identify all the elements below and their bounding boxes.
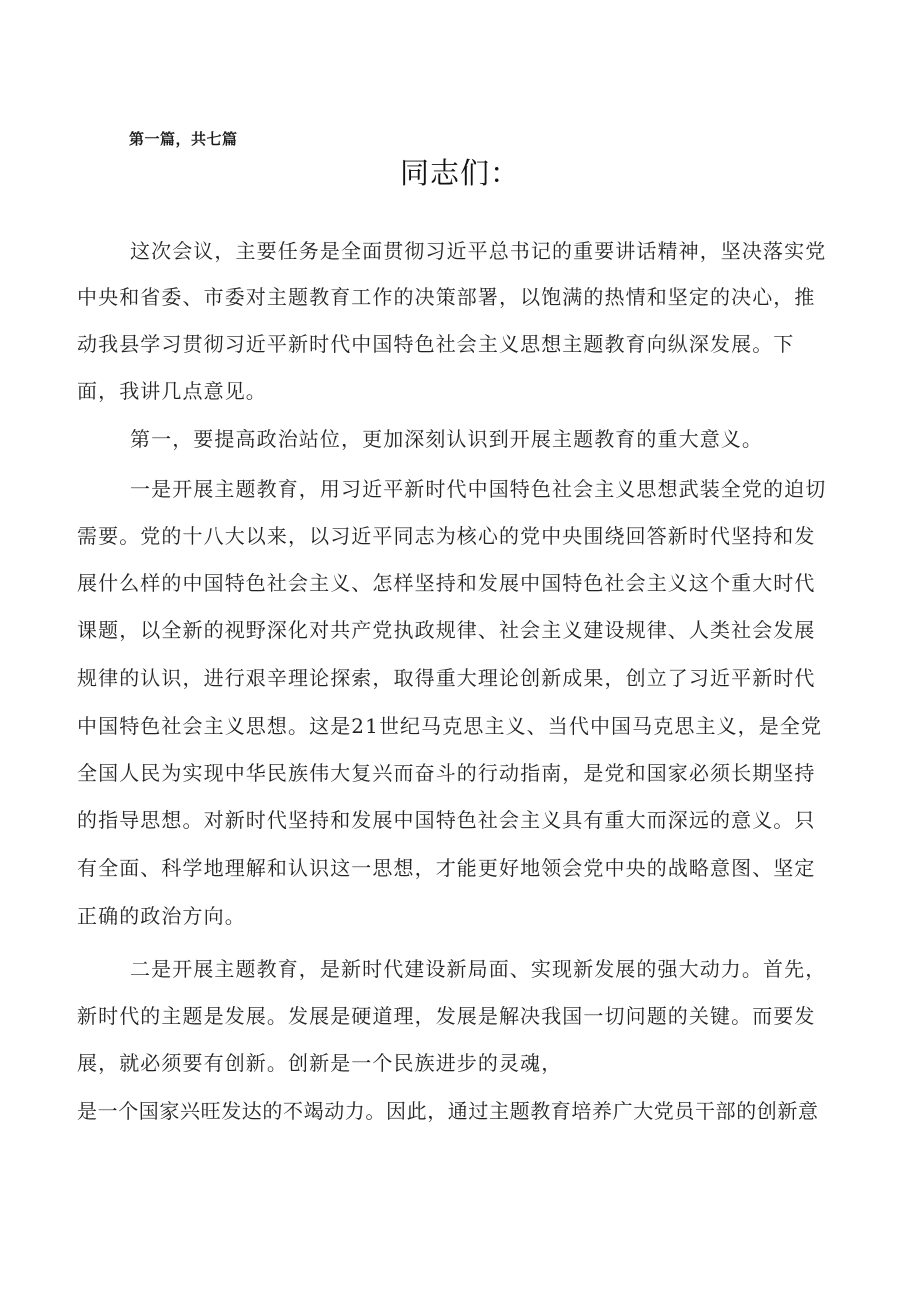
text-line: 全国人民为实现中华民族伟大复兴而奋斗的行动指南，是党和国家必须长期坚持 [77, 761, 816, 785]
text-line: 中国特色社会主义思想。这是21世纪马克思主义、当代中国马克思主义，是全党 [77, 714, 823, 738]
text-line: 面，我讲几点意见。 [77, 379, 267, 403]
text-line: 新时代的主题是发展。发展是硬道理，发展是解决我国一切问题的关键。而要发 [77, 1004, 816, 1028]
text-line: 这次会议，主要任务是全面贯彻习近平总书记的重要讲话精神，坚决落实党 [130, 239, 827, 263]
text-line: 中央和省委、市委对主题教育工作的决策部署，以饱满的热情和坚定的决心，推 [77, 285, 816, 309]
text-line: 有全面、科学地理解和认识这一思想，才能更好地领会党中央的战略意图、坚定 [77, 856, 816, 880]
text-line: 展什么样的中国特色社会主义、怎样坚持和发展中国特色社会主义这个重大时代 [77, 571, 816, 595]
text-line: 展，就必须要有创新。创新是一个民族进步的灵魂， [77, 1051, 563, 1075]
page-title: 同志们： [399, 156, 520, 190]
text-line: 需要。党的十八大以来，以习近平同志为核心的党中央围绕回答新时代坚持和发 [77, 524, 816, 548]
text-line: 的指导思想。对新时代坚持和发展中国特色社会主义具有重大而深远的意义。只 [77, 808, 816, 832]
text-line: 课题，以全新的视野深化对共产党执政规律、社会主义建设规律、人类社会发展 [77, 618, 816, 642]
text-line: 正确的政治方向。 [77, 904, 246, 928]
page-header: 第一篇，共七篇 [129, 130, 238, 148]
section-heading: 第一，要提高政治站位，更加深刻认识到开展主题教育的重大意义。 [130, 427, 763, 451]
text-line: 一是开展主题教育，用习近平新时代中国特色社会主义思想武装全党的迫切 [130, 477, 827, 501]
text-line: 二是开展主题教育，是新时代建设新局面、实现新发展的强大动力。首先， [130, 957, 827, 981]
text-line: 是一个国家兴旺发达的不竭动力。因此，通过主题教育培养广大党员干部的创新意 [77, 1099, 819, 1123]
text-line: 规律的认识，进行艰辛理论探索，取得重大理论创新成果，创立了习近平新时代 [77, 666, 816, 690]
text-line: 动我县学习贯彻习近平新时代中国特色社会主义思想主题教育向纵深发展。下 [77, 332, 795, 356]
